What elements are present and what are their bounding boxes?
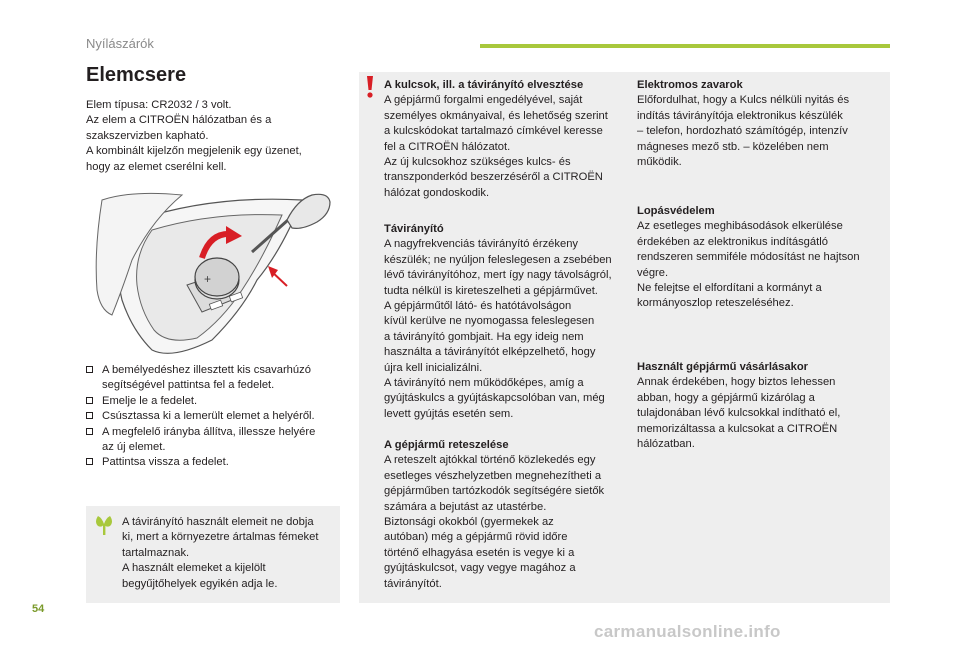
text-line: távirányítót. xyxy=(384,577,442,590)
checkbox-bullet-icon xyxy=(86,458,93,465)
section-heading: Lopásvédelem xyxy=(637,205,715,217)
text-line: hálózatban. xyxy=(637,438,695,451)
step-item xyxy=(86,455,342,470)
step-item xyxy=(86,363,342,394)
exclamation-warning-icon xyxy=(365,76,375,98)
text-line: személyes okmányaival, és lehetőség szerint xyxy=(384,109,608,122)
text-line: A nagyfrekvenciás távirányító érzékeny xyxy=(384,238,579,251)
text-line: indítás távirányítója elektronikus készülék xyxy=(637,109,843,122)
text-line: gépjárműben tartózkodók segítségére sietők xyxy=(384,485,605,498)
eco-line: A távirányító használt elemeit ne dobja xyxy=(122,516,314,528)
step-text: segítségével pattintsa fel a fedelet. xyxy=(102,379,275,392)
text-line: Biztonsági okokból (gyermekek az xyxy=(384,516,554,529)
section-heading: Használt gépjármű vásárlásakor xyxy=(637,361,809,373)
step-text: Pattintsa vissza a fedelet. xyxy=(102,456,229,469)
text-line: esetleges vészhelyzetben megnehezítheti a xyxy=(384,469,602,482)
text-line: mágneses mező stb. – közelében nem xyxy=(637,140,829,153)
step-text: Csúsztassa ki a lemerült elemet a helyéről. xyxy=(102,410,315,423)
text-line: működik. xyxy=(637,156,682,169)
intro-line: szakszervizben kapható. xyxy=(86,129,209,142)
step-item xyxy=(86,425,342,456)
text-line: tudta nélkül is kireteszelheti a gépjárművet. xyxy=(384,284,598,297)
eco-leaf-icon xyxy=(94,514,114,536)
text-line: A gépjármű forgalmi engedélyével, saját xyxy=(384,94,583,107)
text-line: újra kell inicializálni. xyxy=(384,361,483,374)
eco-note-text xyxy=(122,515,337,592)
svg-text:+: + xyxy=(204,272,212,286)
text-line: kormányoszlop reteszeléséhez. xyxy=(637,297,794,310)
section-header: Nyílászárók xyxy=(86,36,154,51)
section-heading: A kulcsok, ill. a távirányító elvesztése xyxy=(384,79,584,91)
text-line: a kulcskódokat tartalmazó címkével keresse xyxy=(384,125,603,138)
eco-line: A használt elemeket a kijelölt xyxy=(122,562,266,575)
checkbox-bullet-icon xyxy=(86,428,93,435)
text-line: A gépjárműtől látó- és hatótávolságon xyxy=(384,300,572,313)
used-vehicle-section xyxy=(637,360,887,452)
checkbox-bullet-icon xyxy=(86,412,93,419)
text-line: történő elhagyása esetén is vegye ki a xyxy=(384,546,575,559)
eco-line: ki, mert a környezetre ártalmas fémeket xyxy=(122,531,319,544)
text-line: A távirányító nem működőképes, amíg a xyxy=(384,377,584,390)
text-line: Az új kulcsokhoz szükséges kulcs- és xyxy=(384,156,571,169)
text-line: Annak érdekében, hogy biztos lehessen xyxy=(637,376,836,389)
text-line: Ne felejtse el elfordítani a kormányt a xyxy=(637,282,822,295)
text-line: a távirányító gombjait. Ha egy ideig nem xyxy=(384,330,584,343)
step-item xyxy=(86,394,342,409)
text-line: levett gyújtás esetén sem. xyxy=(384,407,514,420)
step-item xyxy=(86,409,342,424)
intro-line: Elem típusa: CR2032 / 3 volt. xyxy=(86,99,232,111)
section-heading: Elektromos zavarok xyxy=(637,79,743,91)
remote-section xyxy=(384,222,629,422)
eco-line: begyűjtőhelyek egyikén adja le. xyxy=(122,577,278,590)
text-line: tulajdonában lévő kulcsokkal indítható el, xyxy=(637,407,841,420)
step-text: A megfelelő irányba állítva, illessze helyére xyxy=(102,425,316,438)
text-line: használta a távirányítót elképzelhető, hogy xyxy=(384,346,596,359)
text-line: készülék; ne nyúljon feleslegesen a zsebében xyxy=(384,253,612,266)
text-line: gyújtáskulcsot, vagy vegye magához a xyxy=(384,562,576,575)
intro-line: Az elem a CITROËN hálózatban és a xyxy=(86,114,272,127)
text-line: Az esetleges meghibásodások elkerülése xyxy=(637,220,843,233)
header-accent-bar xyxy=(480,44,890,48)
checkbox-bullet-icon xyxy=(86,397,93,404)
text-line: rendszeren semmiféle módosítást ne hajtson xyxy=(637,251,860,264)
eco-line: tartalmaznak. xyxy=(122,546,190,559)
step-text: A bemélyedéshez illesztett kis csavarhúzó xyxy=(102,364,311,376)
intro-line: A kombinált kijelzőn megjelenik egy üzenet, xyxy=(86,145,302,158)
text-line: A reteszelt ajtókkal történő közlekedés egy xyxy=(384,454,596,467)
lost-keys-section xyxy=(384,78,629,201)
key-battery-illustration xyxy=(92,190,332,362)
intro-text xyxy=(86,98,336,175)
locking-section xyxy=(384,438,629,592)
text-line: lévő távirányítóhoz, mert így nagy távolságról, xyxy=(384,269,612,282)
intro-line: hogy az elemet cserélni kell. xyxy=(86,160,227,173)
text-line: gyújtáskulcs a gyújtáskapcsolóban van, még xyxy=(384,392,605,405)
anti-theft-section xyxy=(637,204,887,312)
text-line: végre. xyxy=(637,266,669,279)
text-line: számára a bejutást az utastérbe. xyxy=(384,500,547,513)
page-number: 54 xyxy=(32,603,45,615)
checkbox-bullet-icon xyxy=(86,366,93,373)
text-line: érdekében az elektronikus indításgátló xyxy=(637,235,828,248)
section-heading: A gépjármű reteszelése xyxy=(384,439,509,451)
steps-list xyxy=(86,363,342,471)
text-line: autóban) még a gépjármű rövid időre xyxy=(384,531,568,544)
text-line: – telefon, hordozható számítógép, intenzív xyxy=(637,125,848,138)
text-line: memorizáltassa a kulcsokat a CITROËN xyxy=(637,422,838,435)
watermark: carmanualsonline.info xyxy=(594,622,781,641)
text-line: kívül kerülve ne nyomogassa feleslegesen xyxy=(384,315,595,328)
text-line: Előfordulhat, hogy a Kulcs nélküli nyitás és xyxy=(637,94,850,107)
step-text: az új elemet. xyxy=(102,441,166,454)
step-text: Emelje le a fedelet. xyxy=(102,394,198,407)
text-line: transzponderkód beszerzéséről a CITROËN xyxy=(384,171,603,184)
page-title: Elemcsere xyxy=(86,64,187,86)
electrical-interference-section xyxy=(637,78,887,170)
section-heading: Távirányító xyxy=(384,223,444,235)
text-line: fel a CITROËN hálózatot. xyxy=(384,140,511,153)
text-line: hálózat gondoskodik. xyxy=(384,186,490,199)
text-line: abban, hogy a gépjármű kizárólag a xyxy=(637,391,815,404)
